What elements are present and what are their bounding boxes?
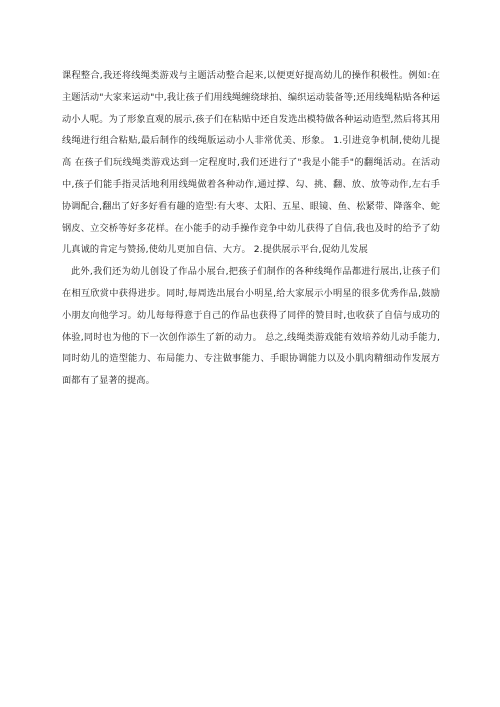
paragraph-1: 课程整合,我还将线绳类游戏与主题活动整合起来,以便更好提高幼儿的操作积极性。例如:在主题活动"大家来运动"中,我让孩子们用线绳缠绕球拍、编织运动装备等;还用线绳粘贴各种运动小人呢。为了形象直观的展示,孩子们在粘贴中还自发选出模特做各种运动造型,然后将其用线绳进行组合粘贴,最后制作的线绳版运动小人非常优美、形象。 1.引进竞争机制,使幼儿提高 在孩子们玩线绳类游戏达到一定程度时,我们还进行了"我是小能手"的翻绳活动。在活动中,孩子们能手指灵活地利用线绳做着各种动作,通过撑、勾、挑、翻、放、放等动作,左右手协调配合,翻出了好多好看有趣的造型:有大枣、太阳、五星、眼镜、鱼、松紧带、降落伞、蛇钢皮、立交桥等好多花样。在小能手的动手操作竞争中幼儿获得了自信,我也及时的给予了幼儿真诚的肯定与赞扬,使幼儿更加自信、大方。 2.提供展示平台,促幼儿发展	[62, 70, 440, 256]
paragraph-2: 此外,我们还为幼儿创设了作品小展台,把孩子们制作的各种线绳作品都进行展出,让孩子们在相互欣赏中获得进步。同时,每周选出展台小明星,给大家展示小明星的很多优秀作品,鼓励小朋友向他学习。幼儿每每得意于自己的作品也获得了同伴的赞目时,也收获了自信与成功的体验,同时也为他的下一次创作添生了新的动力。 总之,线绳类游戏能有效培养幼儿动手能力,同时幼儿的造型能力、布局能力、专注做事能力、手眼协调能力以及小肌肉精细动作发展方面都有了显著的提高。	[62, 266, 440, 387]
body-text	[62, 65, 440, 392]
